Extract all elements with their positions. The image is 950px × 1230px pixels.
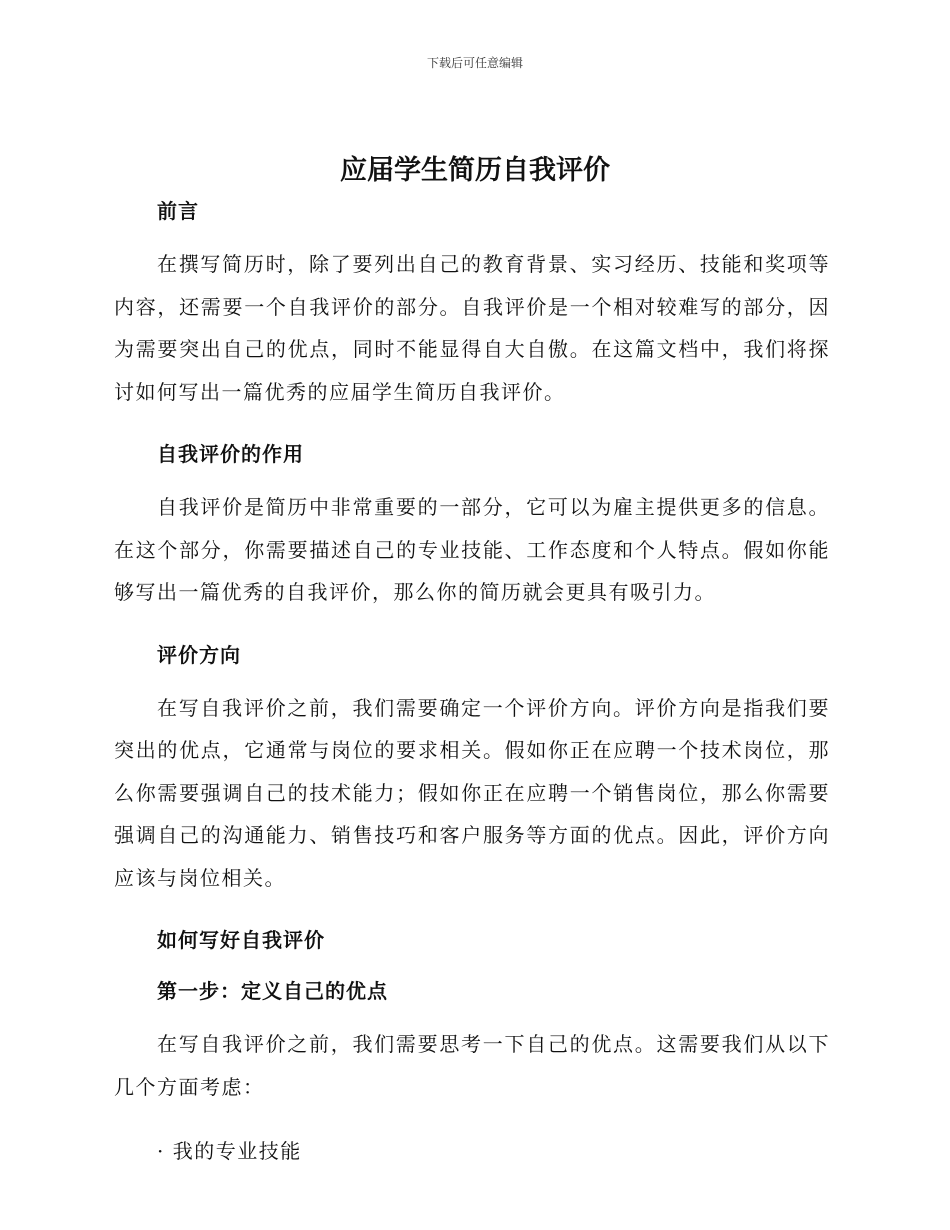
paragraph-preface: 在撰写简历时，除了要列出自己的教育背景、实习经历、技能和奖项等内容，还需要一个自我评价的部分。自我评价是一个相对较难写的部分，因为需要突出自己的优点，同时不能显得自大自傲。在这篇文档中，我们将探讨如何写出一篇优秀的应届学生简历自我评价。 [114,252,830,404]
list-item-professional-skills: · 我的专业技能 [157,1139,302,1163]
document-title: 应届学生简历自我评价 [340,155,610,186]
heading-howto: 如何写好自我评价 [157,928,325,952]
header-note: 下载后可任意编辑 [426,56,523,70]
heading-role: 自我评价的作用 [157,442,304,466]
heading-step1: 第一步：定义自己的优点 [157,979,388,1003]
document-body [114,196,830,1166]
paragraph-step1: 在写自我评价之前，我们需要思考一下自己的优点。这需要我们从以下几个方面考虑： [114,1032,830,1099]
paragraph-role: 自我评价是简历中非常重要的一部分，它可以为雇主提供更多的信息。在这个部分，你需要描述自己的专业技能、工作态度和个人特点。假如你能够写出一篇优秀的自我评价，那么你的简历就会更具有吸引力。 [114,495,830,604]
heading-direction: 评价方向 [157,642,241,667]
heading-preface: 前言 [157,199,199,223]
paragraph-direction: 在写自我评价之前，我们需要确定一个评价方向。评价方向是指我们要突出的优点，它通常与岗位的要求相关。假如你正在应聘一个技术岗位，那么你需要强调自己的技术能力；假如你正在应聘一个销售岗位，那么你需要强调自己的沟通能力、销售技巧和客户服务等方面的优点。因此，评价方向应该与岗位相关。 [114,695,830,890]
